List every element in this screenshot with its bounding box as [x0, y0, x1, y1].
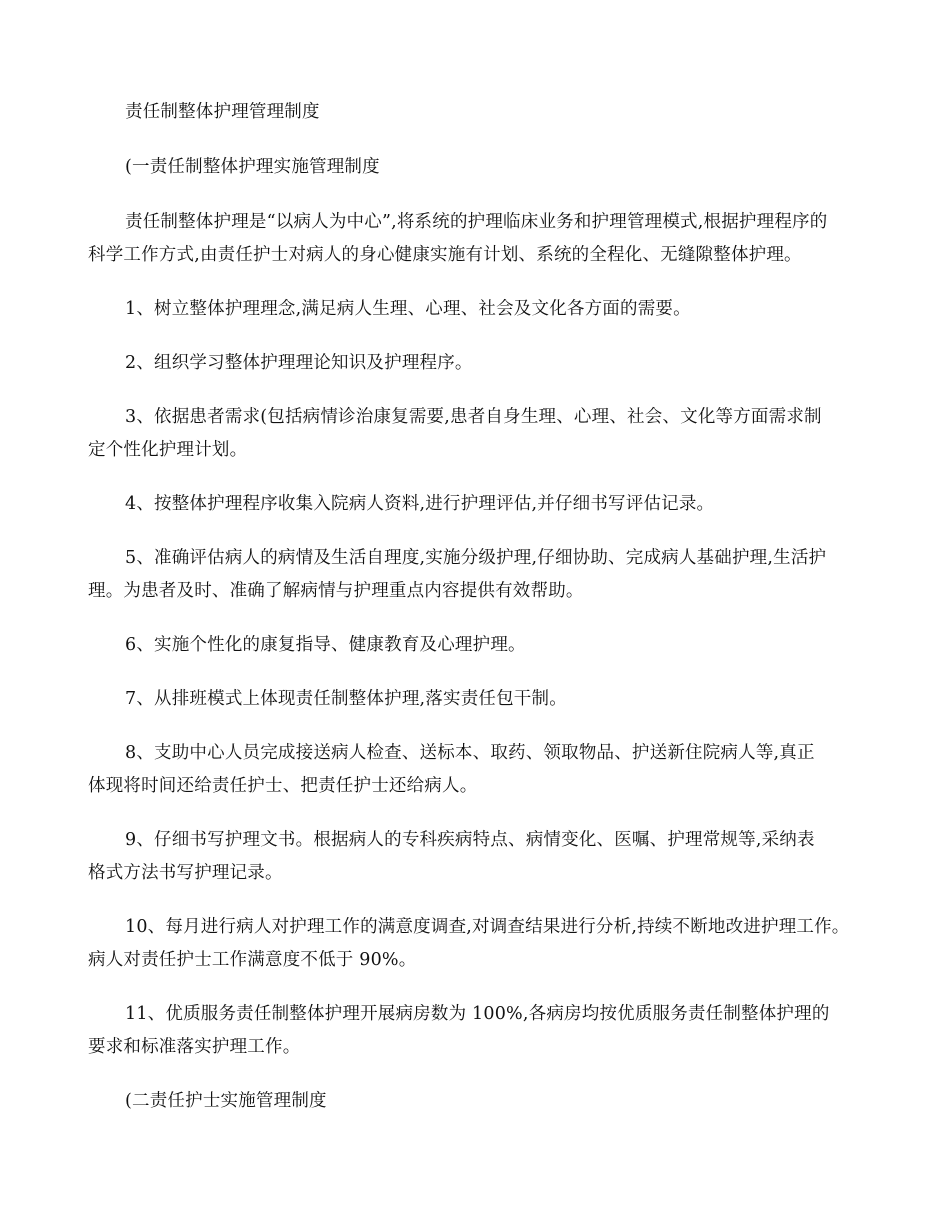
list-item-line: 6、实施个性化的康复指导、健康教育及心理护理。 — [125, 635, 526, 655]
list-item-line: 2、组织学习整体护理理论知识及护理程序。 — [125, 353, 473, 373]
list-item-line: 8、支助中心人员完成接送病人检查、送标本、取药、领取物品、护送新住院病人等,真正 — [125, 743, 815, 763]
list-item-line: 要求和标准落实护理工作。 — [88, 1037, 301, 1057]
paragraph-line: 科学工作方式,由责任护士对病人的身心健康实施有计划、系统的全程化、无缝隙整体护理。 — [88, 245, 802, 265]
list-item-line: 11、优质服务责任制整体护理开展病房数为 100%,各病房均按优质服务责任制整体护理的 — [125, 1004, 830, 1024]
section-heading-2: (二责任护士实施管理制度 — [125, 1091, 327, 1111]
section-heading-1: (一责任制整体护理实施管理制度 — [125, 157, 380, 177]
list-item-line: 格式方法书写护理记录。 — [88, 863, 283, 883]
document-title: 责任制整体护理管理制度 — [125, 102, 320, 122]
paragraph-line: 责任制整体护理是“以病人为中心”,将系统的护理临床业务和护理管理模式,根据护理程序的 — [125, 212, 828, 232]
list-item-line: 病人对责任护士工作满意度不低于 90%。 — [88, 950, 417, 970]
list-item-line: 7、从排班模式上体现责任制整体护理,落实责任包干制。 — [125, 689, 567, 709]
list-item-line: 9、仔细书写护理文书。根据病人的专科疾病特点、病情变化、医嘱、护理常规等,采纳表 — [125, 830, 815, 850]
list-item-line: 1、树立整体护理理念,满足病人生理、心理、社会及文化各方面的需要。 — [125, 299, 691, 319]
list-item-line: 5、准确评估病人的病情及生活自理度,实施分级护理,仔细协助、完成病人基础护理,生活护 — [125, 548, 827, 568]
list-item-line: 理。为患者及时、准确了解病情与护理重点内容提供有效帮助。 — [88, 581, 584, 601]
list-item-line: 体现将时间还给责任护士、把责任护士还给病人。 — [88, 776, 478, 796]
list-item-line: 3、依据患者需求(包括病情诊治康复需要,患者自身生理、心理、社会、文化等方面需求制 — [125, 407, 822, 427]
list-item-line: 4、按整体护理程序收集入院病人资料,进行护理评估,并仔细书写评估记录。 — [125, 494, 715, 514]
list-item-line: 定个性化护理计划。 — [88, 440, 248, 460]
list-item-line: 10、每月进行病人对护理工作的满意度调查,对调查结果进行分析,持续不断地改进护理工作。 — [125, 917, 850, 937]
